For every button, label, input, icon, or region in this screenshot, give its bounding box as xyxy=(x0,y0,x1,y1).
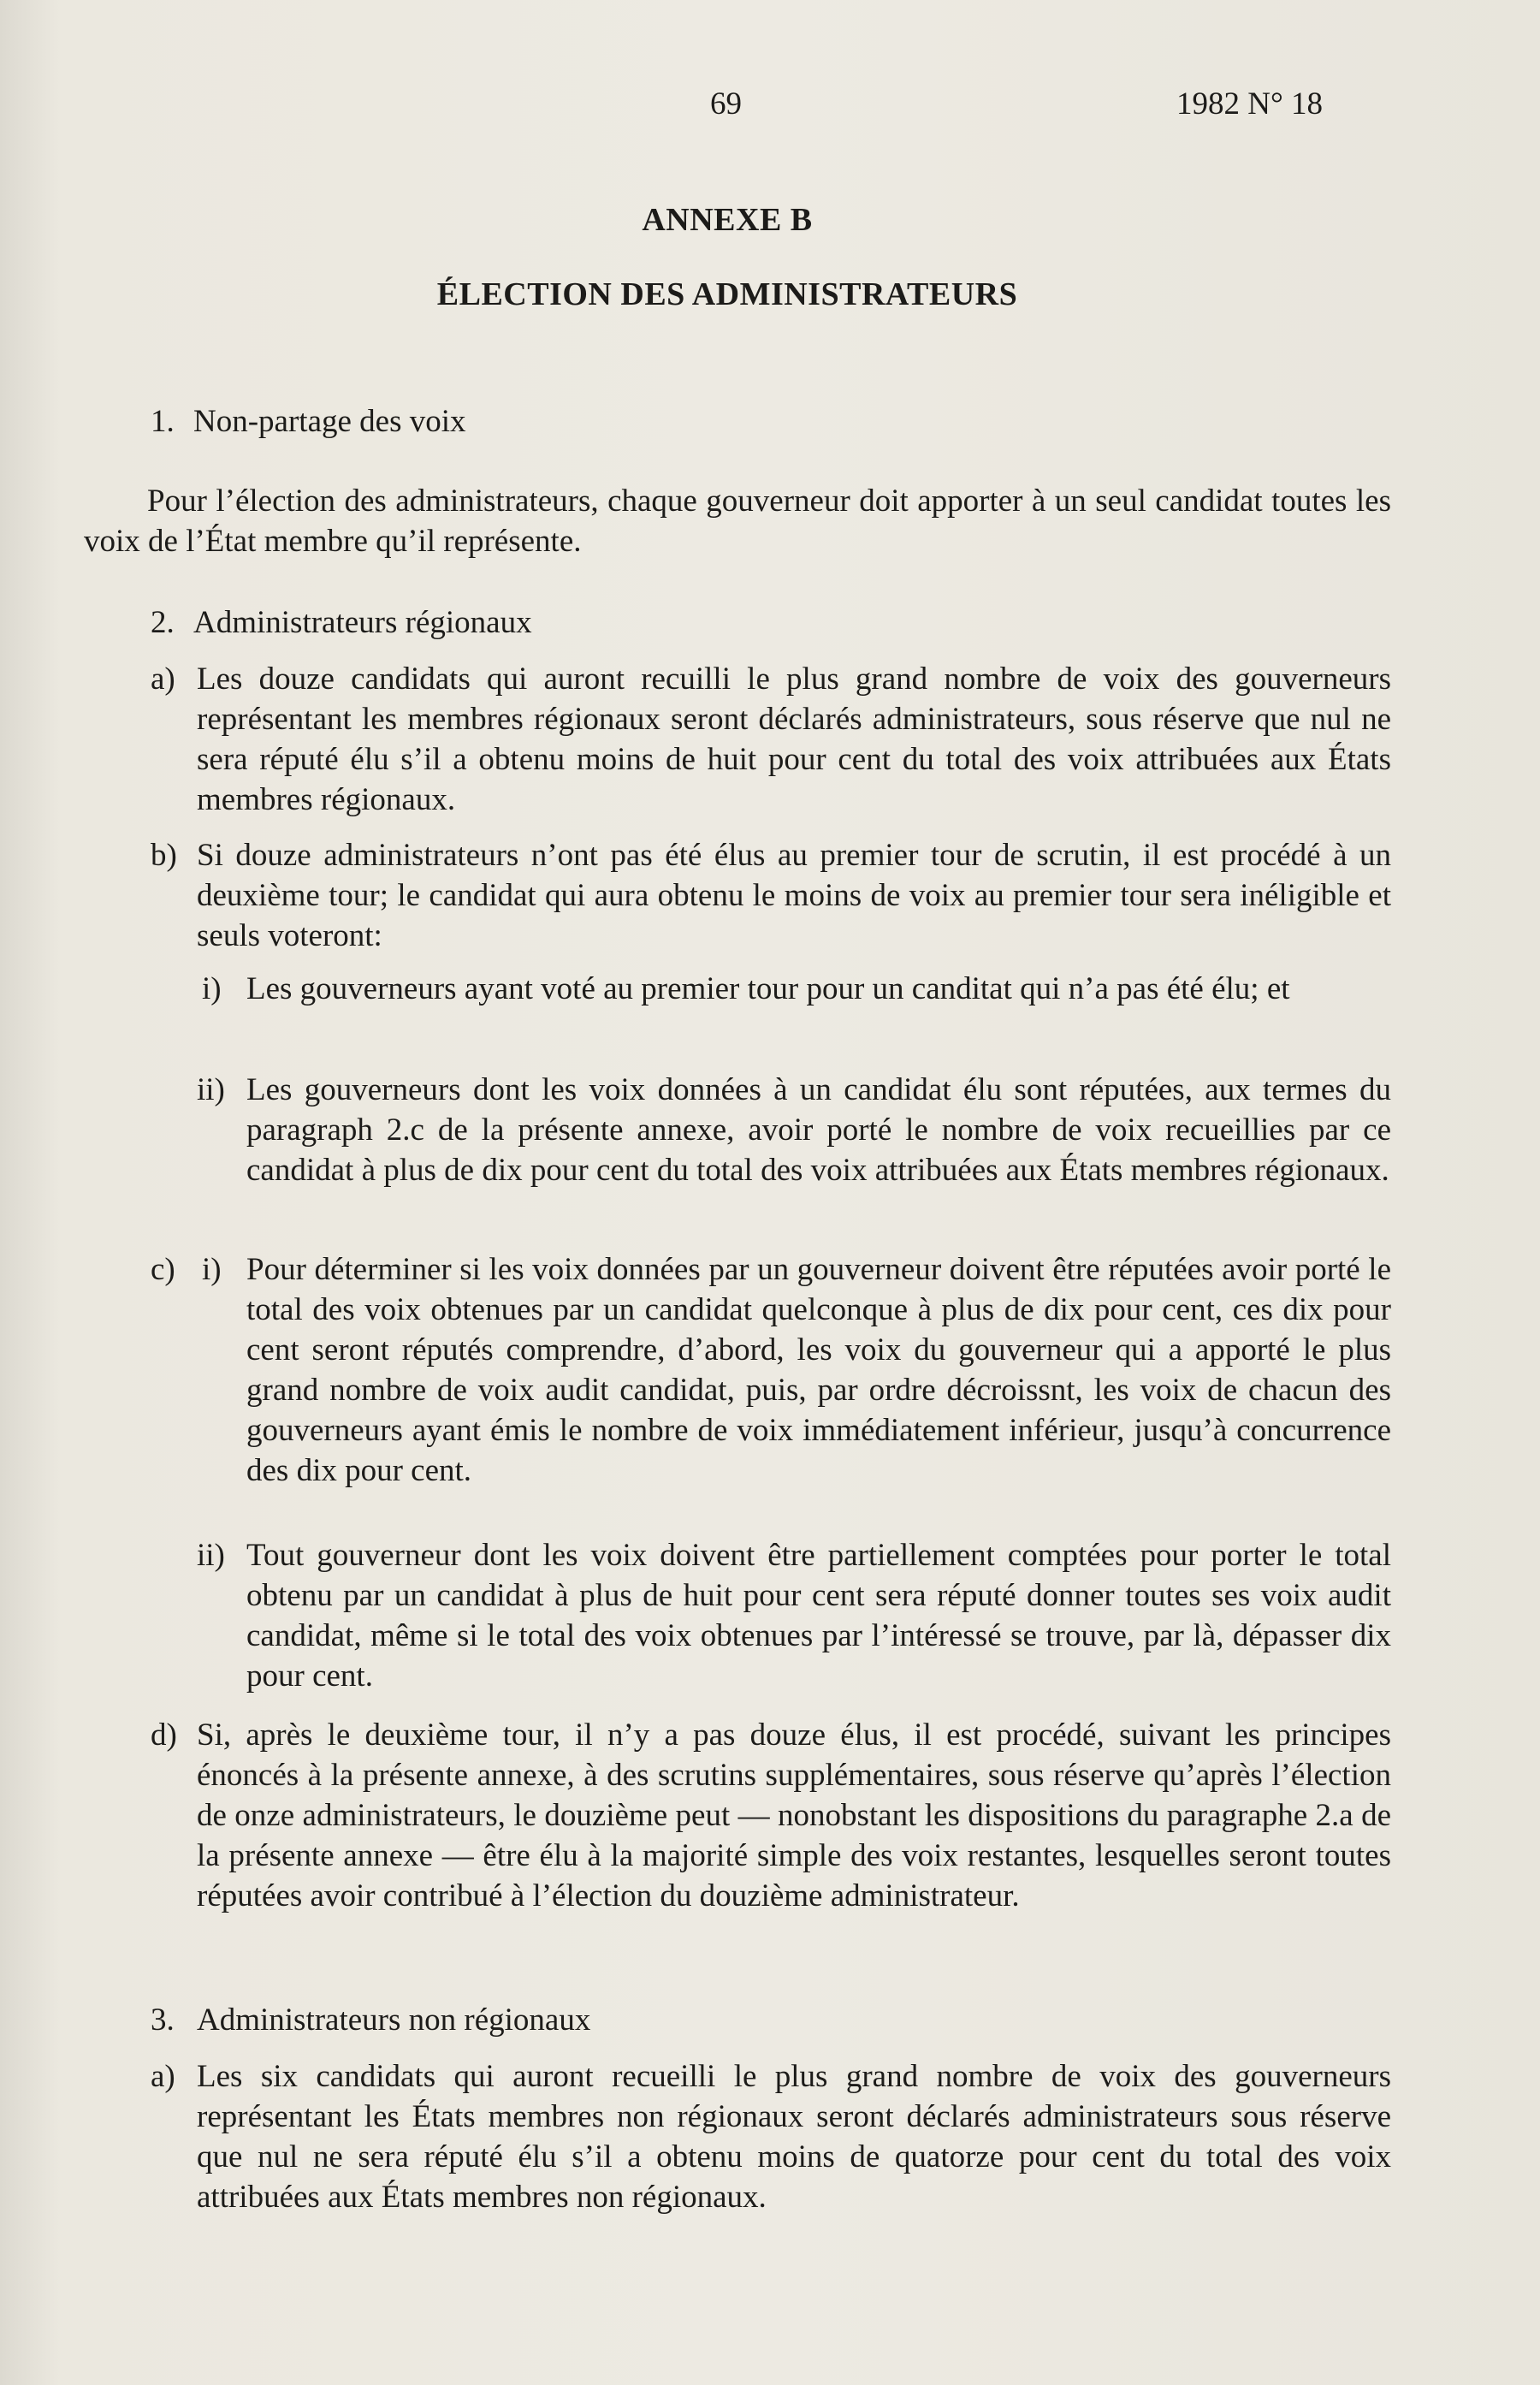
section-3-a-text: Les six candidats qui auront recueilli le plus grand nombre de voix des gouverneurs représentant les États membres non régionaux seront déclarés administrateurs sous réserve que nul ne sera réputé élu s’il a obtenu moins de quatorze pour cent du total des voix attribuées aux États membres non régionaux. xyxy=(197,2059,1391,2215)
section-1-text: Pour l’élection des administrateurs, chaque gouverneur doit apporter à un seul candidat toutes les voix de l’État membre qu’il représente. xyxy=(84,484,1391,559)
annex-subtitle: ÉLECTION DES ADMINISTRATEURS xyxy=(436,276,1018,312)
section-2-b-label: b) xyxy=(151,838,177,873)
page-number: 69 xyxy=(710,86,742,122)
section-3-number: 3. xyxy=(151,2002,175,2038)
section-3-a-label: a) xyxy=(151,2059,175,2094)
section-2-d-label: d) xyxy=(151,1718,177,1753)
section-2-a-label: a) xyxy=(151,662,175,697)
annex-title: ANNEXE B xyxy=(642,202,813,238)
section-1-number: 1. xyxy=(151,404,175,439)
document-reference: 1982 N° 18 xyxy=(1176,86,1324,122)
section-2-a-text: Les douze candidats qui auront recuilli le plus grand nombre de voix des gouverneurs représentant les membres régionaux seront déclarés administrateurs, sous réserve que nul ne sera réputé élu s’il a obtenu moins de huit pour cent du total des voix attribuées aux États membres régionaux. xyxy=(197,662,1391,817)
section-2-number: 2. xyxy=(151,605,175,640)
section-1-heading: Non-partage des voix xyxy=(193,404,466,439)
section-2-b-ii-text: Les gouverneurs dont les voix données à un candidat élu sont réputées, aux termes du paragraph 2.c de la présente annexe, avoir porté le nombre de voix recueillies par ce candidat à plus de dix pour cent du total des voix attribuées aux États membres régionaux. xyxy=(246,1072,1391,1188)
section-2-c-i-label: i) xyxy=(202,1252,222,1287)
section-2-c-ii-label: ii) xyxy=(197,1538,225,1573)
section-2-b-i-label: i) xyxy=(202,971,222,1006)
section-2-heading: Administrateurs régionaux xyxy=(193,605,532,640)
section-2-c-i-text: Pour déterminer si les voix données par un gouverneur doivent être réputées avoir porté le total des voix obtenues par un candidat quelconque à plus de dix pour cent, ces dix pour cent seront réputés comprendre, d’abord, les voix du gouverneur qui a apporté le plus grand nombre de voix audit candidat, puis, par ordre décroissnt, les voix de chacun des gouverneurs ayant émis le nombre de voix immédiatement inférieur, jusqu’à concurrence des dix pour cent. xyxy=(246,1252,1391,1488)
section-2-b-text: Si douze administrateurs n’ont pas été élus au premier tour de scrutin, il est procédé à un deuxième tour; le candidat qui aura obtenu le moins de voix au premier tour sera inéligible et seuls voteront: xyxy=(197,838,1391,953)
page-header xyxy=(0,86,1540,137)
section-2-d-text: Si, après le deuxième tour, il n’y a pas douze élus, il est procédé, suivant les principes énoncés à la présente annexe, à des scrutins supplémentaires, sous réserve qu’après l’élection de onze administrateurs, le douzième peut — nonobstant les dispositions du paragraphe 2.a de la présente annexe — être élu à la majorité simple des voix restantes, lesquelles seront toutes réputées avoir contribué à l’élection du douzième administrateur. xyxy=(197,1718,1391,1913)
section-2-b-ii-label: ii) xyxy=(197,1072,225,1107)
section-3-heading: Administrateurs non régionaux xyxy=(197,2002,591,2038)
section-2-c-ii-text: Tout gouverneur dont les voix doivent être partiellement comptées pour porter le total obtenu par un candidat à plus de huit pour cent sera réputé donner toutes ses voix audit candidat, même si le total des voix obtenues par l’intéressé se trouve, par là, dépasser dix pour cent. xyxy=(246,1538,1391,1694)
section-2-c-label: c) xyxy=(151,1252,175,1287)
section-2-b-i-text: Les gouverneurs ayant voté au premier tour pour un canditat qui n’a pas été élu; et xyxy=(246,971,1290,1006)
